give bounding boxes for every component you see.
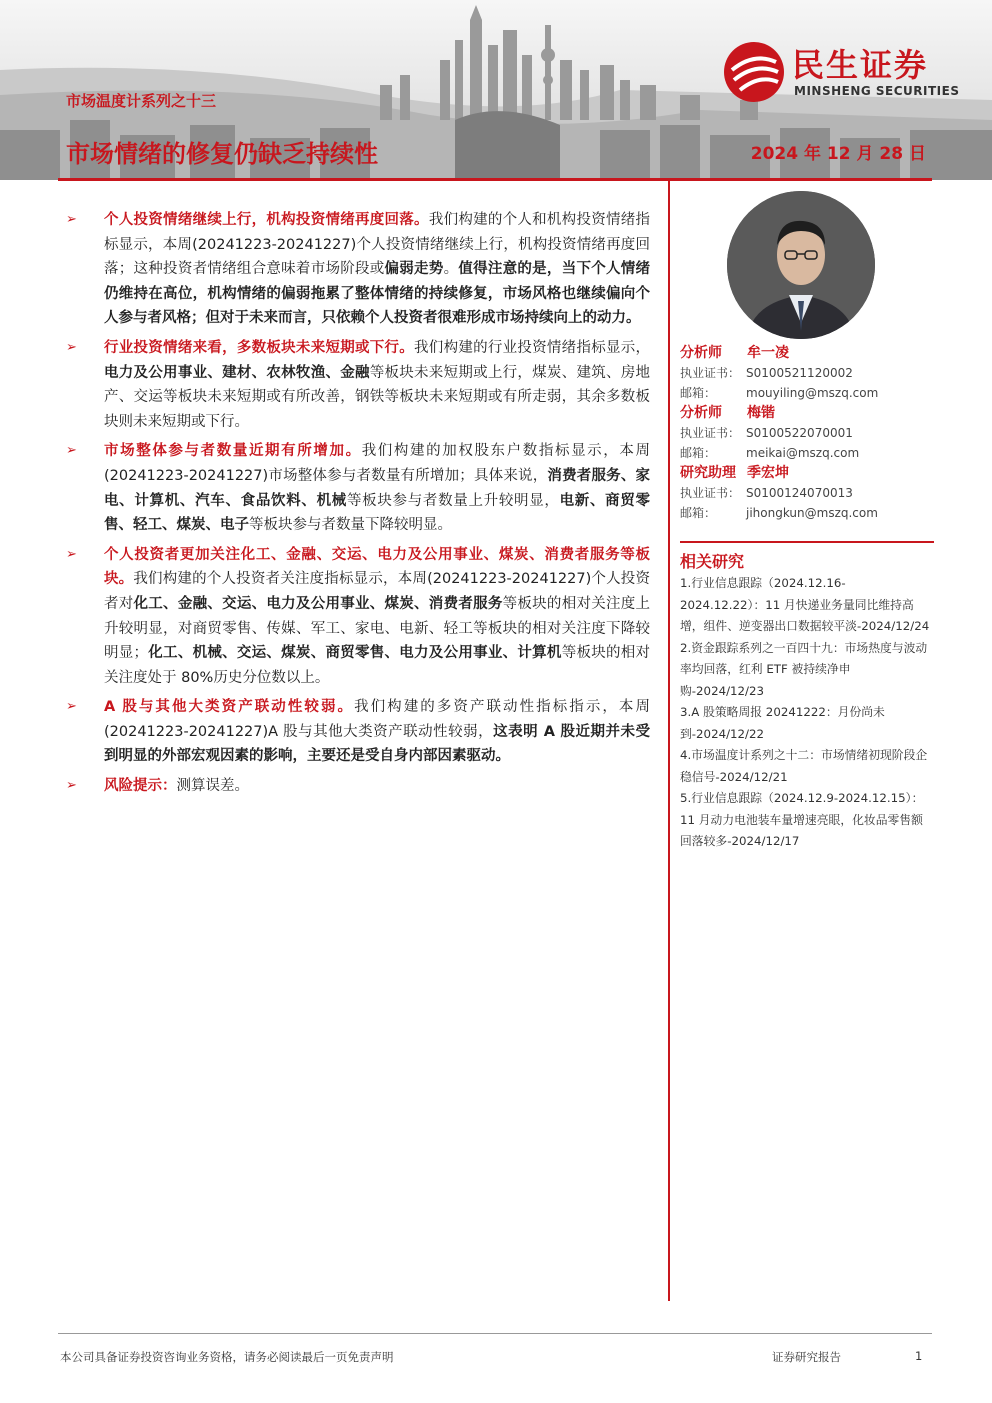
- bullet-arrow-icon: ➢: [66, 339, 77, 355]
- cert-label: 执业证书：: [680, 366, 741, 380]
- analyst-cert-row: [680, 363, 934, 383]
- company-logo: [722, 40, 962, 104]
- analyst-list: [680, 343, 934, 523]
- summary-paragraph: [66, 543, 650, 691]
- report-series: 市场温度计系列之十三: [66, 92, 217, 110]
- footer-disclaimer: 本公司具备证券投资咨询业务资格，请务必阅读最后一页免责声明: [60, 1350, 394, 1364]
- related-title: 相关研究: [680, 552, 745, 571]
- analyst-header-row: [680, 463, 934, 483]
- email-label: 邮箱：: [680, 506, 717, 520]
- paragraph-text: 等板块参与者数量上升较明显，: [346, 492, 560, 509]
- paragraph-text: 值得注意的是，当下个人情绪仍维持在高位，机构情绪的偏弱拖累了整体情绪的持续修复，市场风格也继续偏向个人参与者风格；但对于未来而言，只依赖个人投资者很难形成市场持续向上的动力。: [104, 261, 651, 327]
- summary-paragraph: [66, 695, 650, 769]
- bullet-arrow-icon: ➢: [66, 778, 77, 794]
- cert-label: 执业证书：: [680, 426, 741, 440]
- analyst-email-row: [680, 503, 934, 523]
- analyst-role: 分析师: [680, 345, 722, 361]
- analyst-header-row: [680, 403, 934, 423]
- paragraph-text: 。: [443, 261, 459, 278]
- cert-label: 执业证书：: [680, 486, 741, 500]
- paragraph-heading: 个人投资情绪继续上行，机构投资情绪再度回落。: [104, 212, 429, 228]
- analyst-role: 研究助理: [680, 465, 736, 481]
- paragraph-text: 我们构建的个人和机构投资情绪指标显示，本周(20241223-20241227)个人投资情绪继续上行，机构投资情绪再度回落；这种投资者情绪组合意味着市场阶段或: [104, 212, 651, 278]
- report-title: 市场情绪的修复仍缺乏持续性: [66, 140, 378, 168]
- paragraph-text: 偏弱走势: [384, 261, 444, 278]
- page-number: 1: [915, 1349, 923, 1363]
- header-banner: [0, 0, 992, 180]
- related-report-link[interactable]: 3.A 股策略周报 20241222：月份尚未到-2024/12/22: [680, 705, 885, 741]
- cert-number: S0100521120002: [746, 366, 853, 380]
- column-divider: [668, 181, 670, 1301]
- cert-number: S0100124070013: [746, 486, 853, 500]
- paragraph-text: 等板块未来短期或上行，煤炭、建筑、房地产、交运等板块未来短期或有所改善，钢铁等板块未来短期或有所走弱，其余多数板块则未来短期或下行。: [104, 364, 650, 430]
- summary-paragraph: [66, 208, 650, 331]
- related-list: [680, 573, 930, 853]
- paragraph-heading: 个人投资者更加关注化工、金融、交运、电力及公用事业、煤炭、消费者服务等板块。: [104, 546, 650, 588]
- summary-paragraph: [66, 439, 650, 537]
- paragraph-text: 我们构建的加权股东户数指标显示，本周(20241223-20241227)市场整体参与者数量有所增加；具体来说，: [104, 443, 651, 484]
- paragraph-heading: 风险提示：: [104, 778, 177, 795]
- paragraph-text: 我们构建的行业投资情绪指标显示，: [414, 339, 651, 356]
- logo-chinese-name: 民生证券: [792, 46, 929, 84]
- paragraph-heading: 行业投资情绪来看，多数板块未来短期或下行。: [104, 339, 415, 356]
- related-report-link[interactable]: 4.市场温度计系列之十二：市场情绪初现阶段企稳信号-2024/12/21: [680, 748, 928, 784]
- logo-english-name: MINSHENG SECURITIES: [794, 84, 960, 98]
- email-link[interactable]: mouyiling@mszq.com: [746, 386, 879, 400]
- related-report-link[interactable]: 2.资金跟踪系列之一百四十九：市场热度与波动率均回落，红利 ETF 被持续净申购-2024/12/23: [680, 640, 928, 698]
- bullet-arrow-icon: ➢: [66, 212, 77, 227]
- paragraph-text: 消费者服务、家电、计算机、汽车、食品饮料、机械: [104, 467, 651, 509]
- paragraph-text: 等板块的相对关注度上升较明显，对商贸零售、传媒、军工、家电、电新、轻工等板块的相对关注度下降较明显；: [104, 595, 651, 662]
- summary-paragraph: [66, 774, 650, 799]
- analyst-name: 季宏坤: [747, 465, 789, 481]
- analyst-email-row: [680, 383, 934, 403]
- minsheng-logo-icon: [722, 40, 786, 104]
- related-divider: [680, 541, 934, 543]
- analyst-role: 分析师: [680, 405, 722, 421]
- email-label: 邮箱：: [680, 386, 717, 400]
- analyst-cert-row: [680, 423, 934, 443]
- cert-number: S0100522070001: [746, 426, 853, 440]
- paragraph-text: 我们构建的个人投资者关注度指标显示，本周(20241223-20241227)个人投资者对: [104, 571, 650, 612]
- paragraph-heading: 市场整体参与者数量近期有所增加。: [104, 443, 362, 460]
- paragraph-text: 电力及公用事业、建材、农林牧渔、金融: [104, 364, 370, 381]
- analyst-portrait-image: [727, 191, 875, 339]
- analyst-name: 牟一凌: [747, 345, 789, 361]
- report-date: 2024 年 12 月 28 日: [750, 144, 926, 164]
- paragraph-text: 化工、机械、交运、煤炭、商贸零售、电力及公用事业、计算机: [148, 645, 562, 662]
- bullet-arrow-icon: ➢: [66, 546, 77, 562]
- footer-divider: [58, 1333, 932, 1334]
- related-report-link[interactable]: 1.行业信息跟踪（2024.12.16-2024.12.22）：11 月快递业务量同比维持高增，组件、逆变器出口数据较平淡-2024/12/24: [680, 576, 930, 633]
- paragraph-text: 我们构建的多资产联动性指标指示，本周(20241223-20241227)A 股与其他大类资产联动性较弱，: [104, 699, 650, 740]
- analyst-photo: [727, 191, 875, 339]
- analyst-cert-row: [680, 483, 934, 503]
- email-link[interactable]: jihongkun@mszq.com: [746, 506, 878, 520]
- paragraph-text: 等板块参与者数量下降较明显。: [249, 517, 452, 534]
- paragraph-heading: A 股与其他大类资产联动性较弱。: [104, 699, 355, 716]
- footer-doc-type: 证券研究报告: [772, 1350, 841, 1364]
- paragraph-text: 等板块的相对关注度处于 80%历史分位数以上。: [104, 645, 651, 686]
- bullet-arrow-icon: ➢: [66, 699, 77, 715]
- analyst-email-row: [680, 443, 934, 463]
- paragraph-text: 电新、商贸零售、轻工、煤炭、电子: [104, 492, 651, 534]
- summary-body: [66, 208, 650, 804]
- bullet-arrow-icon: ➢: [66, 443, 77, 459]
- analyst-name: 梅锴: [747, 405, 775, 421]
- paragraph-text: 这表明 A 股近期并未受到明显的外部宏观因素的影响，主要还是受自身内部因素驱动。: [104, 723, 650, 765]
- header-divider: [58, 178, 932, 181]
- analyst-header-row: [680, 343, 934, 363]
- paragraph-text: 测算误差。: [176, 778, 249, 795]
- paragraph-text: 化工、金融、交运、电力及公用事业、煤炭、消费者服务: [133, 595, 503, 612]
- email-link[interactable]: meikai@mszq.com: [746, 446, 860, 460]
- related-report-link[interactable]: 5.行业信息跟踪（2024.12.9-2024.12.15）：11 月动力电池装车量增速亮眼，化妆品零售额回落较多-2024/12/17: [680, 791, 924, 848]
- summary-paragraph: [66, 336, 650, 434]
- email-label: 邮箱：: [680, 446, 717, 460]
